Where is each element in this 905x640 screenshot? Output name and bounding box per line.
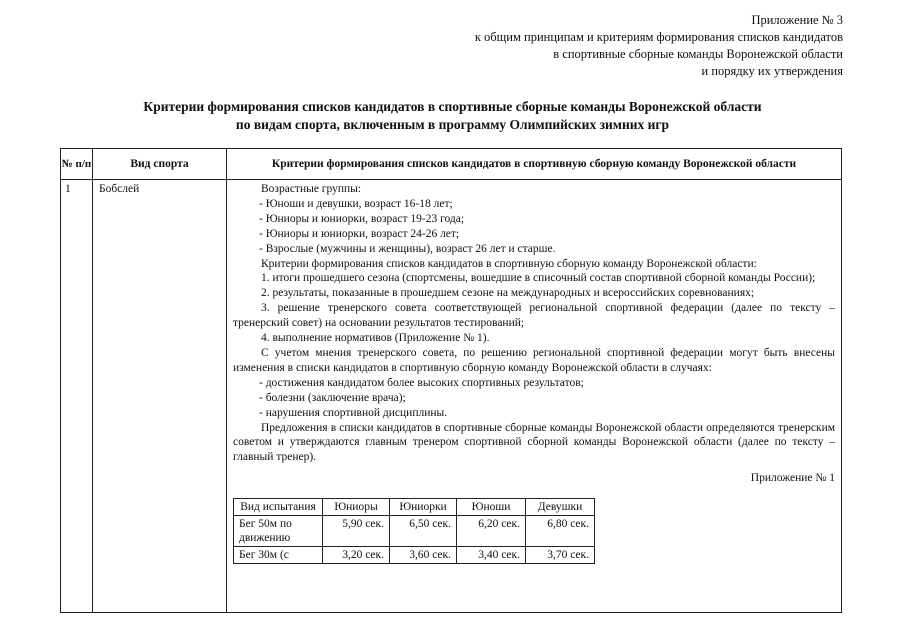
norms-header-girls: Девушки bbox=[526, 499, 595, 516]
criteria-table bbox=[60, 148, 842, 613]
table-row bbox=[234, 516, 595, 547]
norms-value: 3,40 сек. bbox=[457, 547, 526, 564]
norms-value: 5,90 сек. bbox=[323, 516, 390, 547]
norms-header-row bbox=[234, 499, 595, 516]
criteria-paragraph: - болезни (заключение врача); bbox=[259, 391, 406, 404]
row-number: 1 bbox=[61, 180, 93, 613]
criteria-paragraph: 4. выполнение нормативов (Приложение № 1). bbox=[261, 332, 490, 345]
norms-header-juniors: Юниоры bbox=[323, 499, 390, 516]
appendix-line: в спортивные сборные команды Воронежской области bbox=[553, 47, 843, 61]
appendix-line: Приложение № 3 bbox=[751, 13, 843, 27]
appendix-1-label: Приложение № 1 bbox=[750, 472, 835, 485]
criteria-paragraph: - нарушения спортивной дисциплины. bbox=[259, 406, 448, 419]
criteria-paragraph: 3. решение тренерского совета соответствующей региональной спортивной федерации (далее по тексту – тренерский совет) на основании результатов тестирований; bbox=[233, 302, 835, 330]
row-criteria bbox=[227, 180, 842, 613]
criteria-paragraph: 1. итоги прошедшего сезона (спортсмены, вошедшие в списочный состав спортивной сборной команды России); bbox=[261, 272, 816, 285]
norms-header-junior-women: Юниорки bbox=[390, 499, 457, 516]
criteria-paragraph: - Взрослые (мужчины и женщины), возраст 26 лет и старше. bbox=[259, 242, 556, 255]
title-line-2: по видам спорта, включенным в программу Олимпийских зимних игр bbox=[235, 117, 670, 132]
criteria-paragraph: - Юниоры и юниорки, возраст 19-23 года; bbox=[259, 212, 465, 225]
criteria-paragraph: 2. результаты, показанные в прошедшем сезоне на международных и всероссийских соревнованиях; bbox=[261, 287, 755, 300]
appendix-header bbox=[475, 12, 843, 80]
norms-value: 3,20 сек. bbox=[323, 547, 390, 564]
criteria-paragraph: - достижения кандидатом более высоких спортивных результатов; bbox=[259, 376, 584, 389]
table-row bbox=[61, 180, 842, 613]
header-sport: Вид спорта bbox=[93, 149, 227, 180]
table-header-row bbox=[61, 149, 842, 180]
row-sport: Бобслей bbox=[93, 180, 227, 613]
title-line-1: Критерии формирования списков кандидатов в спортивные сборные команды Воронежской области bbox=[143, 99, 762, 114]
norms-value: 6,50 сек. bbox=[390, 516, 457, 547]
norms-header-youths: Юноши bbox=[457, 499, 526, 516]
appendix-line: к общим принципам и критериям формирования списков кандидатов bbox=[474, 30, 843, 44]
header-no: № п/п bbox=[61, 149, 93, 180]
header-criteria: Критерии формирования списков кандидатов в спортивную сборную команду Воронежской области bbox=[227, 149, 842, 180]
criteria-paragraph: - Юноши и девушки, возраст 16-18 лет; bbox=[259, 197, 453, 210]
norms-test-name: Бег 30м (с bbox=[234, 547, 323, 564]
norms-table bbox=[233, 498, 595, 564]
criteria-paragraph: С учетом мнения тренерского совета, по решению региональной спортивной федерации могут быть внесены изменения в списки кандидатов в спортивную сборную команду Воронежской области в случаях: bbox=[233, 346, 835, 374]
norms-header-test: Вид испытания bbox=[234, 499, 323, 516]
document-title bbox=[0, 98, 905, 134]
norms-value: 6,80 сек. bbox=[526, 516, 595, 547]
norms-value: 3,70 сек. bbox=[526, 547, 595, 564]
criteria-paragraph: - Юниоры и юниорки, возраст 24-26 лет; bbox=[259, 227, 460, 240]
norms-test-name: Бег 50м по движению bbox=[234, 516, 323, 547]
criteria-paragraph: Возрастные группы: bbox=[261, 183, 362, 195]
criteria-paragraph: Критерии формирования списков кандидатов в спортивную сборную команду Воронежской области: bbox=[261, 257, 757, 270]
norms-value: 3,60 сек. bbox=[390, 547, 457, 564]
table-row bbox=[234, 547, 595, 564]
criteria-paragraph: Предложения в списки кандидатов в спортивные сборные команды Воронежской области определяются тренерским советом и утверждаются главным тренером спортивной сборной команды Воронежской области (далее по тексту – главный тренер). bbox=[233, 421, 835, 464]
appendix-line: и порядку их утверждения bbox=[701, 64, 843, 78]
norms-value: 6,20 сек. bbox=[457, 516, 526, 547]
